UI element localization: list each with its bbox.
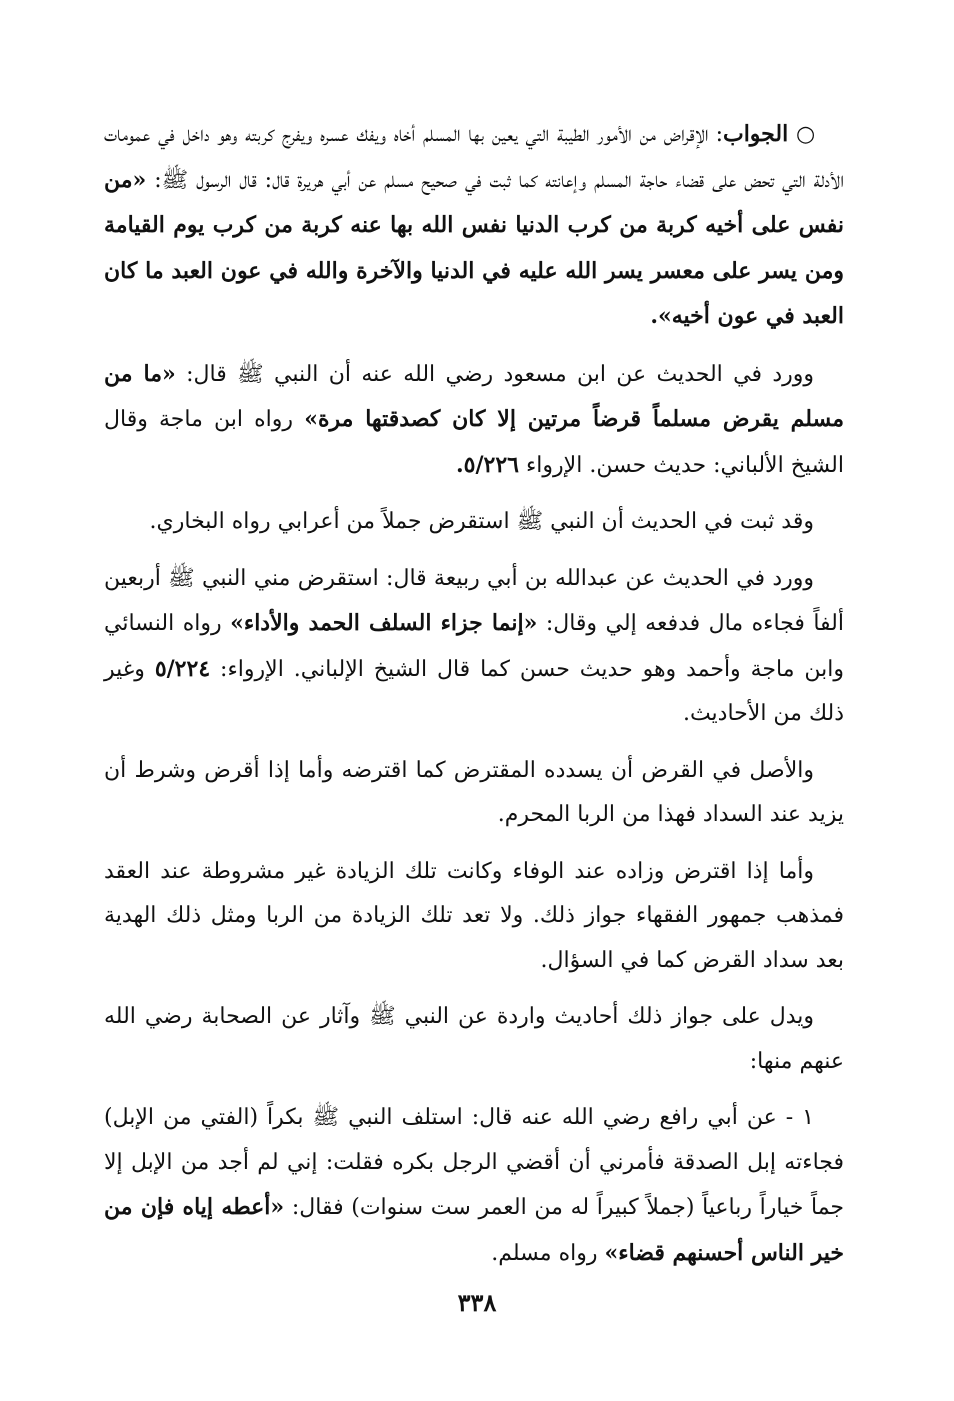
paragraph-7 (104, 995, 844, 1084)
paragraph-5 (104, 749, 844, 838)
bold-text-segment: الجواب (722, 121, 789, 147)
bold-text-segment: «إنما جزاء السلف الحمد والأداء» (230, 610, 538, 636)
text-segment: ○ (788, 122, 816, 147)
text-segment: وورد في الحديث عن عبدالله بن أبي ربيعة قال: استقرض مني النبي ﷺ أربعين ألفاً فجاءه مال فدفعه إلي وقال: (104, 565, 844, 636)
bold-text-segment: ٥/٢٢٤ (154, 655, 211, 682)
text-segment: ويدل على جواز ذلك أحاديث واردة عن النبي ﷺ وآثار عن الصحابة رضي الله عنهم منها: (104, 1004, 844, 1074)
text-segment: وغير ذلك من الأحاديث. (104, 656, 844, 726)
text-segment: : الإقراض من الأمور الطيبة التي يعين بها المسلم أخاه ويفك عسره ويفرج كربته وهو داخل في عمومات الأدلة التي تحض على قضاء حاجة المسلم وإعانته كما ثبت في صحيح مسلم عن أبي هريرة قال: قال الرسول ﷺ: (104, 122, 844, 193)
text-segment: وقد ثبت في الحديث أن النبي ﷺ استقرض جملاً من أعرابي رواه البخاري. (149, 509, 814, 534)
paragraph-2 (104, 352, 844, 489)
bold-text-segment: ٥/٢٢٦. (455, 451, 519, 478)
paragraph-3 (104, 500, 844, 545)
paragraph-8 (104, 1096, 844, 1276)
paragraph-6 (104, 850, 844, 984)
text-segment: رواه مسلم. (491, 1240, 605, 1266)
text-segment: وأما إذا اقترض وزاده عند الوفاء وكانت تلك الزيادة غير مشروطة عند العقد فمذهب جمهور الفقهاء جواز ذلك. ولا تعد تلك الزيادة من الربا ومثل ذلك الهدية بعد سداد القرض كما في السؤال. (104, 858, 844, 973)
text-segment: والأصل في القرض أن يسدده المقترض كما اقترضه وأما إذا أقرض وشرط أن يزيد عند السداد فهذا من الربا المحرم. (104, 757, 844, 827)
paragraph-1 (104, 112, 844, 340)
text-segment: رواه النسائي وابن ماجة وأحمد وهو حديث حسن كما قال الشيخ الإلباني. الإرواء: (104, 611, 844, 682)
paragraph-4 (104, 557, 844, 737)
page-body (104, 112, 844, 1288)
bold-text-segment: «ما من مسلم يقرض مسلماً قرضاً مرتين إلا كان كصدقتها مرة» (104, 360, 844, 432)
bold-text-segment: «من نفس على أخيه كربة من كرب الدنيا نفس الله بها عنه كربة من كرب يوم القيامة ومن يسر على معسر يسر الله عليه في الدنيا والآخرة والله في عون العبد ما كان العبد في عون أخيه». (104, 166, 844, 329)
text-segment: رواه ابن ماجة وقال الشيخ الألباني: حديث حسن. الإرواء (104, 407, 844, 478)
bold-text-segment: «أعطه إياه فإن من خير الناس أحسنهم قضاء» (104, 1194, 844, 1266)
page-number: ٣٣٨ (457, 1288, 497, 1317)
text-segment: وورد في الحديث عن ابن مسعود رضي الله عنه أن النبي ﷺ قال: (175, 361, 814, 387)
text-segment: ١ - عن أبي رافع رضي الله عنه قال: استلف النبي ﷺ بكراً (الفتي من الإبل) فجاءته إبل الصدقة فأمرني أن أقضي الرجل بكره فقلت: إني لم أجد من الإبل إلا جماً خياراً رباعياً (جملاً كبيراً له من العمر ست سنوات) فقال: (104, 1105, 845, 1220)
